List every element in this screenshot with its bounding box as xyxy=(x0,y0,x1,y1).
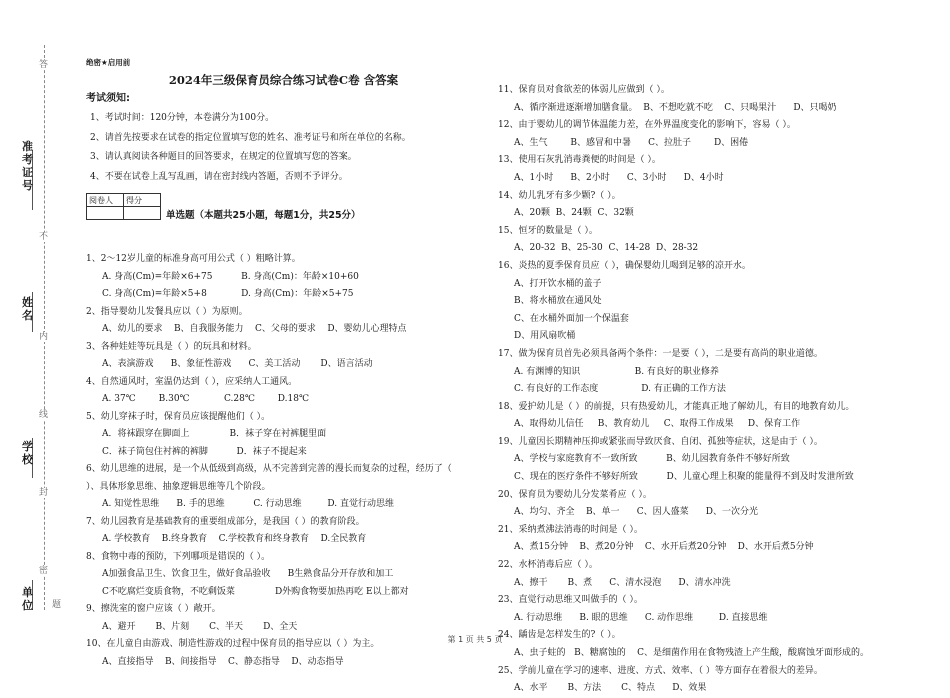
answer-options: A、避开 B、片刻 C、半天 D、全天 xyxy=(102,621,298,632)
answer-options: A、表演游戏 B、象征性游戏 C、美工活动 D、语言活动 xyxy=(102,359,373,369)
question-text: 19、儿童因长期精神压抑或紧张而导致厌食、自闭、孤独等症状，这是由于（ ）。 xyxy=(498,436,823,447)
question-text: 4、自然通风时，室温仍达到（ ），应采纳人工通风。 xyxy=(86,376,298,387)
answer-options: A、均匀、齐全 B、单一 C、因人盛菜 D、一次分光 xyxy=(514,507,758,518)
score-table xyxy=(86,193,161,220)
grader-header: 阅卷人 xyxy=(87,194,124,207)
answer-options: A. 知觉性思维 B. 手的思维 C. 行动思维 D. 直觉行动思维 xyxy=(102,499,394,509)
seal-word: 封 xyxy=(39,488,49,498)
answer-options: C、在水桶外面加一个保温套 xyxy=(514,313,629,324)
score-header: 得分 xyxy=(124,194,161,207)
question-text: 20、保育员为婴幼儿分发菜肴应（ ）。 xyxy=(498,489,652,500)
seal-line xyxy=(44,45,45,610)
answer-options: A、1小时 B、2小时 C、3小时 D、4小时 xyxy=(514,172,724,183)
name-label: 姓名 xyxy=(22,296,33,322)
answer-options: A、取得幼儿信任 B、教育幼儿 C、取得工作成果 D、保育工作 xyxy=(514,419,801,430)
answer-options: A、生气 B、感冒和中暑 C、拉肚子 D、困倦 xyxy=(514,137,749,148)
question-text: 25、学前儿童在学习的速率、进度、方式、效率、（ ）等方面存在着很大的差异。 xyxy=(498,665,823,676)
question-text: 18、爱护幼儿是（ ）的前提，只有热爱幼儿，才能真正地了解幼儿，有目的地教育幼儿。 xyxy=(498,401,855,412)
score-cell xyxy=(124,207,161,220)
question-text: 16、炎热的夏季保育员应（ ），确保婴幼儿喝到足够的凉开水。 xyxy=(498,260,751,271)
seal-word: 题 xyxy=(52,600,62,610)
question-list-right xyxy=(498,82,908,698)
left-column xyxy=(86,58,481,671)
section-title: 单选题（本题共25小题，每题1分，共25分） xyxy=(166,210,361,221)
answer-options: B、将水桶放在通风处 xyxy=(514,296,602,307)
question-text: 9、擦洗室的窗户应该（ ）敞开。 xyxy=(86,604,221,614)
answer-options: A、学校与家庭教育不一致所致 B、幼儿园教育条件不够好所致 xyxy=(514,454,790,465)
answer-options: A、20-32 B、25-30 C、14-28 D、28-32 xyxy=(514,243,699,254)
answer-options: C不吃腐烂变质食物，不吃剩饭菜 D外购食物要加热再吃 E以上都对 xyxy=(102,586,409,597)
answer-options: C．袜子筒包住衬裤的裤脚 D．袜子不提起来 xyxy=(102,446,307,457)
question-text: 6、幼儿思维的进展，是一个从低级到高级，从不完善到完善的漫长而复杂的过程，经历了（ xyxy=(86,464,452,474)
seal-word: 不 xyxy=(39,232,49,242)
answer-options: A、水平 B、方法 C、特点 D、效果 xyxy=(514,683,707,694)
answer-options: A、打开饮水桶的盖子 xyxy=(514,278,602,289)
answer-options: A加强食品卫生、饮食卫生，做好食品验收 B生熟食品分开存放和加工 xyxy=(102,569,394,579)
answer-options: C、现在的医疗条件不够好所致 D、儿童心理上积聚的能量得不到及时发泄所致 xyxy=(514,472,854,483)
answer-options: A、虫子蛀的 B、糖腐蚀的 C、是细菌作用在食物残渣上产生酸，酸腐蚀牙面形成的。 xyxy=(514,648,870,658)
answer-options: C. 有良好的工作态度 D. 有正确的工作方法 xyxy=(514,384,726,395)
question-list-left xyxy=(86,251,481,671)
notice-item: 2、请首先按要求在试卷的指定位置填写您的姓名、准考证号和所在单位的名称。 xyxy=(90,132,411,143)
secret-mark: 绝密★启用前 xyxy=(86,58,131,67)
question-text: 17、做为保育员首先必须具备两个条件：一是要（ ），二是要有高尚的职业道德。 xyxy=(498,348,823,359)
page-footer: 第 1 页 共 5 页 xyxy=(447,635,503,644)
seal-word: 内 xyxy=(39,332,49,342)
answer-options: A、擦干 B、煮 C、清水浸泡 D、清水冲洗 xyxy=(514,577,731,588)
question-text: 2、指导婴幼儿发餐具应以（ ）为原则。 xyxy=(86,306,248,317)
question-text: ）、具体形象思维、抽象逻辑思维等几个阶段。 xyxy=(86,481,271,492)
question-text: 5、幼儿穿袜子时，保育员应该提醒他们（ ）。 xyxy=(86,411,271,422)
question-text: 3、各种娃娃等玩具是（ ）的玩具和材料。 xyxy=(86,341,257,352)
question-text: 21、采纳煮沸法消毒的时间是（ ）。 xyxy=(498,524,643,535)
unit-label: 单位 xyxy=(22,586,33,612)
answer-options: A. 37℃ B.30℃ C.28℃ D.18℃ xyxy=(102,394,310,404)
score-section xyxy=(86,193,481,223)
notice-heading: 考试须知: xyxy=(86,93,130,104)
seal-word: 密 xyxy=(39,566,49,576)
answer-options: A. 有渊博的知识 B. 有良好的职业修养 xyxy=(514,366,719,377)
question-text: 22、水杯消毒后应（ ）。 xyxy=(498,560,598,571)
question-text: 7、幼儿园教育是基础教育的重要组成部分，是我国（ ）的教育阶段。 xyxy=(86,516,365,527)
answer-options: A、20颗 B、24颗 C、32颗 xyxy=(514,208,634,219)
question-text: 11、保育员对食欲差的体弱儿应做到（ ）。 xyxy=(498,85,670,95)
answer-options: A. 学校教育 B.终身教育 C.学校教育和终身教育 D.全民教育 xyxy=(102,534,367,544)
answer-options: D、用风扇吹桶 xyxy=(514,331,576,342)
answer-options: A. 身高(Cm)=年龄×6+75 B. 身高(Cm)：年龄×10+60 xyxy=(102,271,359,282)
answer-options: A、幼儿的要求 B、自我服务能力 C、父母的要求 D、婴幼儿心理特点 xyxy=(102,324,407,334)
question-text: 14、幼儿乳牙有多少颗?（ ）。 xyxy=(498,190,621,201)
answer-options: C. 身高(Cm)=年龄×5+8 D. 身高(Cm)：年龄×5+75 xyxy=(102,289,354,299)
question-text: 8、食物中毒的预防，下列哪项是错误的（ ）。 xyxy=(86,551,271,562)
question-text: 12、由于婴幼儿的调节体温能力差，在外界温度变化的影响下，容易（ ）。 xyxy=(498,120,796,131)
notice-item: 4、不要在试卷上乱写乱画，请在密封线内答题，否则不予评分。 xyxy=(90,171,348,182)
answer-options: A、循序渐进逐渐增加膳食量。 B、不想吃就不吃 C、只喝果汁 D、只喝奶 xyxy=(514,102,837,113)
question-text: 13、使用石灰乳消毒粪便的时间是（ ）。 xyxy=(498,155,661,166)
seal-word: 线 xyxy=(39,410,49,420)
question-text: 1、2～12岁儿童的标准身高可用公式（ ）粗略计算。 xyxy=(86,254,301,264)
notice-item: 3、请认真阅读各种题目的回答要求，在规定的位置填写您的答案。 xyxy=(90,152,357,162)
question-text: 23、直觉行动思维又叫做手的（ ）。 xyxy=(498,595,643,606)
answer-options: A、直接指导 B、间接指导 C、静态指导 D、动态指导 xyxy=(102,656,344,667)
grader-cell xyxy=(87,207,124,220)
seal-word: 答 xyxy=(39,60,49,70)
notice-item: 1、考试时间：120分钟，本卷满分为100分。 xyxy=(90,113,275,123)
answer-options: A. 行动思维 B. 眼的思维 C. 动作思维 D. 直接思维 xyxy=(514,612,768,623)
question-text: 10、在儿童自由游戏、制造性游戏的过程中保育员的指导应以（ ）为主。 xyxy=(86,639,380,649)
school-label: 学校 xyxy=(22,440,33,466)
question-text: 15、恒牙的数量是（ ）。 xyxy=(498,225,598,236)
exam-number-label: 准考证号 xyxy=(22,140,33,192)
question-text: 24、龋齿是怎样发生的?（ ）。 xyxy=(498,630,621,641)
answer-options: A、煮15分钟 B、煮20分钟 C、水开后煮20分钟 D、水开后煮5分钟 xyxy=(514,542,814,553)
answer-options: A．将袜跟穿在脚面上 B．袜子穿在衬裤腿里面 xyxy=(102,429,327,439)
binding-margin xyxy=(0,0,70,671)
page-title: 2024年三级保育员综合练习试卷C卷 含答案 xyxy=(168,73,399,87)
